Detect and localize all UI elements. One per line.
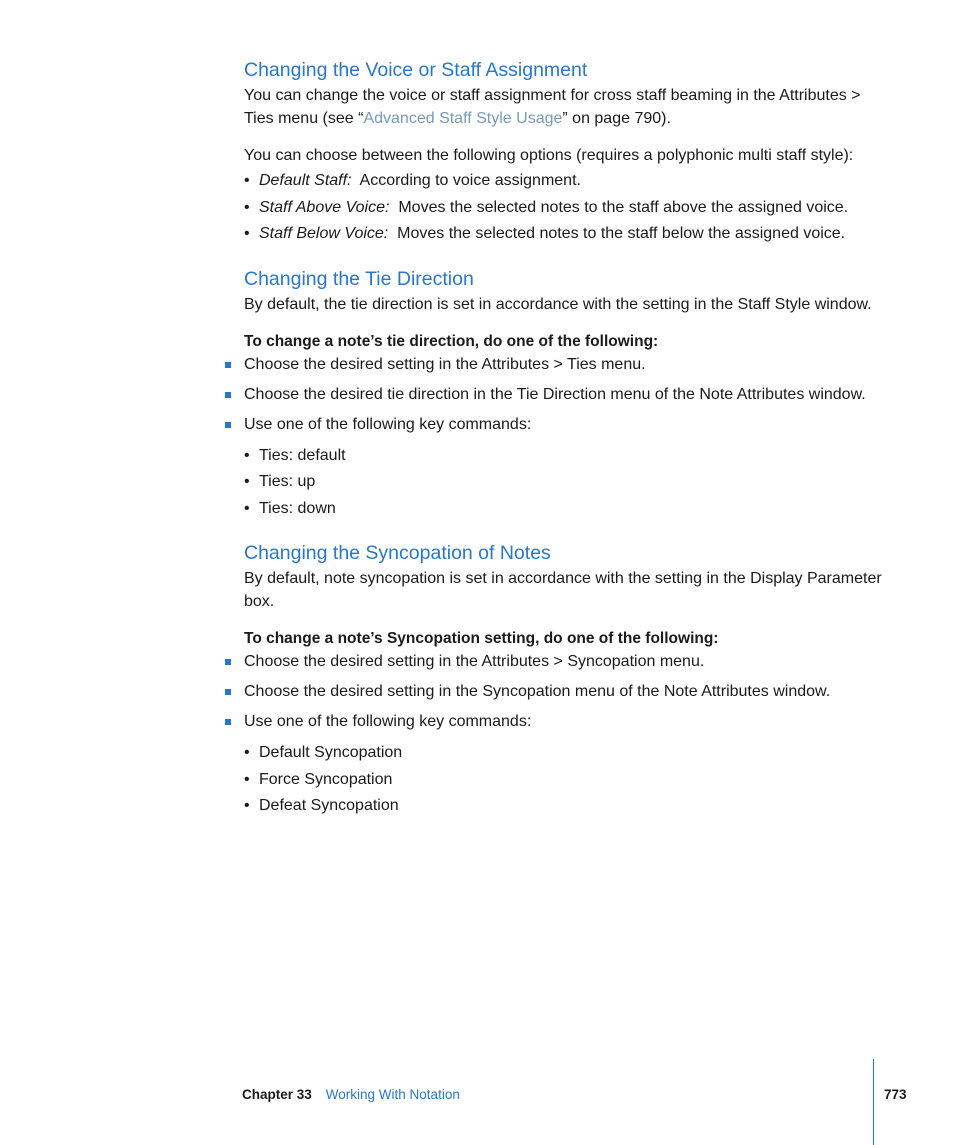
term: Default Staff: xyxy=(259,172,352,189)
term: Staff Above Voice: xyxy=(259,198,390,216)
description: Moves the selected notes to the staff below the assigned voice. xyxy=(397,225,846,242)
chapter-label: Chapter 33 xyxy=(242,1087,312,1102)
step-text: Choose the desired setting in the Attributes > Syncopation menu. xyxy=(244,653,705,670)
list-item: • Ties: up xyxy=(244,469,884,496)
bullet-square-icon xyxy=(225,362,231,368)
key-commands-list xyxy=(244,740,884,820)
step-text: Choose the desired setting in the Syncopation menu of the Note Attributes window. xyxy=(244,683,831,700)
key-commands-list xyxy=(244,443,884,523)
bullet-square-icon xyxy=(225,392,231,398)
paragraph xyxy=(244,84,884,130)
section-heading-voice-staff: Changing the Voice or Staff Assignment xyxy=(244,59,588,81)
list-item xyxy=(244,168,884,195)
page-footer xyxy=(242,1087,460,1102)
description: Moves the selected notes to the staff above the assigned voice. xyxy=(398,198,849,216)
cross-reference-link[interactable]: Advanced Staff Style Usage xyxy=(363,110,563,127)
description: According to voice assignment. xyxy=(359,172,581,189)
step-text: Use one of the following key commands: xyxy=(244,713,532,730)
paragraph: By default, the tie direction is set in accordance with the setting in the Staff Style window. xyxy=(244,295,872,313)
steps-list xyxy=(244,353,884,436)
term: Staff Below Voice: xyxy=(259,225,389,242)
step-text: Use one of the following key commands: xyxy=(244,415,532,433)
list-item: • Ties: down xyxy=(244,496,884,523)
list-item xyxy=(244,383,884,406)
options-list xyxy=(244,168,884,248)
section-heading-syncopation: Changing the Syncopation of Notes xyxy=(244,542,551,564)
bullet-square-icon xyxy=(225,689,231,695)
section-heading-tie-direction: Changing the Tie Direction xyxy=(244,267,474,290)
text: You can change the voice or staff assignment for cross staff beaming in the Attributes > Ties menu (see “ xyxy=(244,87,861,127)
paragraph: By default, note syncopation is set in accordance with the setting in the Display Parameter box. xyxy=(244,570,882,610)
list-item xyxy=(244,221,884,248)
list-item xyxy=(244,195,884,222)
paragraph: You can choose between the following options (requires a polyphonic multi staff style): xyxy=(244,147,854,164)
footer-divider xyxy=(873,1059,874,1145)
step-text: Choose the desired setting in the Attributes > Ties menu. xyxy=(244,355,646,373)
list-item: • Force Syncopation xyxy=(244,767,884,794)
procedure-heading: To change a note’s Syncopation setting, do one of the following: xyxy=(244,630,719,647)
steps-list xyxy=(244,650,884,733)
list-item: • Defeat Syncopation xyxy=(244,793,884,820)
list-item xyxy=(244,650,884,673)
text: ” on page 790). xyxy=(562,110,671,127)
bullet-square-icon xyxy=(225,422,231,428)
list-item: • Default Syncopation xyxy=(244,740,884,767)
bullet-square-icon xyxy=(225,719,231,725)
list-item xyxy=(244,353,884,376)
procedure-heading: To change a note’s tie direction, do one of the following: xyxy=(244,332,659,350)
list-item: • Ties: default xyxy=(244,443,884,470)
page-content xyxy=(244,57,884,820)
list-item xyxy=(244,710,884,733)
bullet-square-icon xyxy=(225,659,231,665)
list-item xyxy=(244,413,884,436)
list-item xyxy=(244,680,884,703)
step-text: Choose the desired tie direction in the Tie Direction menu of the Note Attributes window. xyxy=(244,385,866,403)
page-number: 773 xyxy=(884,1087,907,1102)
chapter-title-link[interactable]: Working With Notation xyxy=(325,1087,460,1102)
